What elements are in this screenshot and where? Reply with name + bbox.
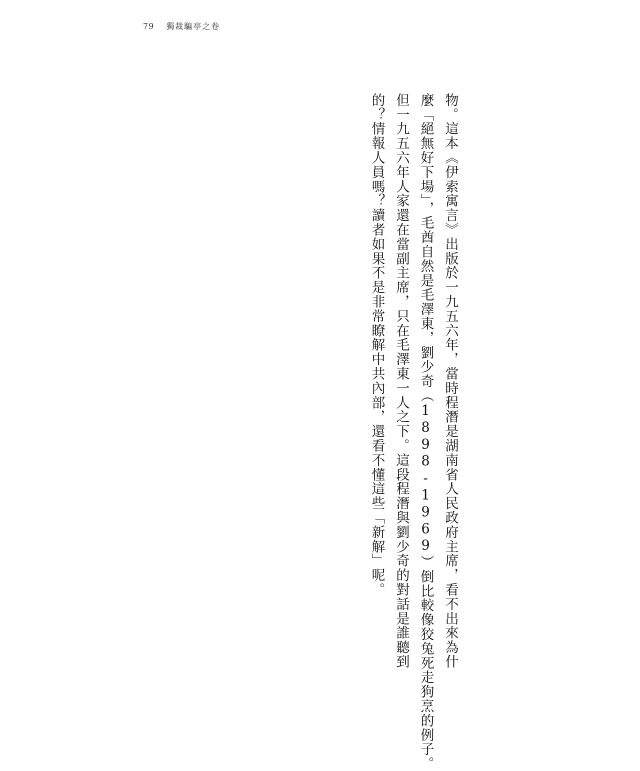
vertical-body-text	[364, 93, 462, 771]
text-column: 的？情報人員嗎？讀者如果不是非常瞭解中共內部，還看不懂這些「新解」呢。	[368, 93, 385, 597]
text-column: 但一九五六年人家還在當副主席，只在毛澤東一人之下。這段程潛與劉少奇的對話是誰聽到	[393, 93, 409, 669]
running-title: 獨裁騙亭之卷	[166, 22, 221, 31]
page-number: 79	[143, 22, 155, 31]
text-column: 麼「絕無好下場」，毛酋自然是毛澤東，劉少奇（1898-1969）倒比較像狡兔死走狗烹的例子。	[417, 93, 434, 771]
running-header	[143, 21, 220, 32]
text-column: 物。這本《伊索寓言》出版於一九五六年，當時程潛是湖南省人民政府主席，看不出來為什	[442, 93, 458, 669]
